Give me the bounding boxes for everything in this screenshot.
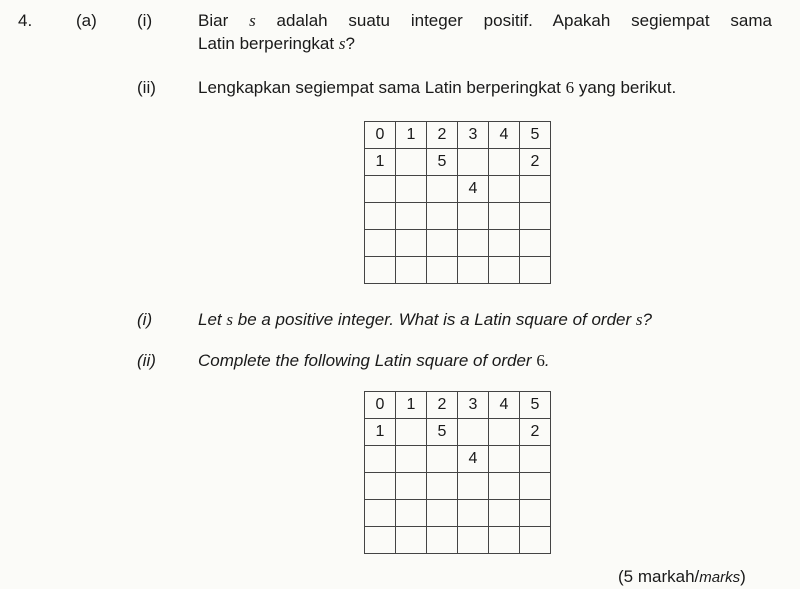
latin-cell[interactable]: [427, 203, 458, 230]
question-part: (a): [76, 11, 97, 30]
latin-cell: 1: [365, 149, 396, 176]
latin-cell[interactable]: [396, 473, 427, 500]
latin-cell[interactable]: [396, 500, 427, 527]
latin-cell[interactable]: [458, 230, 489, 257]
latin-row: [365, 473, 551, 500]
latin-cell[interactable]: [489, 473, 520, 500]
latin-cell: 2: [427, 122, 458, 149]
latin-cell[interactable]: [458, 203, 489, 230]
latin-cell: 4: [489, 122, 520, 149]
latin-cell[interactable]: [396, 176, 427, 203]
latin-cell[interactable]: [365, 446, 396, 473]
ms-ii-text: [198, 77, 676, 99]
latin-cell[interactable]: [489, 500, 520, 527]
latin-cell: 3: [458, 392, 489, 419]
latin-cell[interactable]: [427, 257, 458, 284]
ms-i-label: (i): [137, 11, 153, 30]
latin-cell[interactable]: [396, 446, 427, 473]
latin-cell[interactable]: [520, 257, 551, 284]
ms-i-qmark: ?: [345, 34, 355, 53]
latin-cell[interactable]: [489, 149, 520, 176]
latin-row: [365, 122, 551, 149]
marks-open: (5 markah/: [618, 567, 700, 586]
latin-row: [365, 203, 551, 230]
latin-cell: 5: [520, 122, 551, 149]
latin-cell: 1: [365, 419, 396, 446]
latin-row: [365, 149, 551, 176]
latin-cell[interactable]: [520, 176, 551, 203]
latin-cell[interactable]: [458, 500, 489, 527]
latin-row: [365, 527, 551, 554]
latin-cell[interactable]: [427, 446, 458, 473]
latin-cell[interactable]: [427, 527, 458, 554]
latin-cell[interactable]: [427, 230, 458, 257]
latin-cell[interactable]: [365, 473, 396, 500]
latin-cell[interactable]: [458, 419, 489, 446]
latin-row: [365, 230, 551, 257]
en-i-qmark: ?: [642, 310, 652, 329]
en-i-label: (i): [137, 310, 153, 329]
latin-cell[interactable]: [427, 500, 458, 527]
latin-cell[interactable]: [520, 527, 551, 554]
latin-cell: 5: [427, 419, 458, 446]
latin-cell[interactable]: [427, 176, 458, 203]
latin-cell: 2: [427, 392, 458, 419]
en-ii-text: [198, 350, 550, 372]
latin-row: [365, 500, 551, 527]
latin-cell: 1: [396, 392, 427, 419]
latin-row: [365, 392, 551, 419]
en-ii-text-a: Complete the following Latin square of order: [198, 351, 532, 370]
latin-cell: 0: [365, 392, 396, 419]
latin-row: [365, 257, 551, 284]
ms-ii-text-a: Lengkapkan segiempat sama Latin berperingkat: [198, 78, 561, 97]
question-number: 4.: [18, 11, 33, 30]
latin-cell[interactable]: [520, 500, 551, 527]
latin-cell: 4: [458, 176, 489, 203]
latin-cell: 4: [489, 392, 520, 419]
latin-cell[interactable]: [489, 203, 520, 230]
latin-cell[interactable]: [365, 230, 396, 257]
latin-cell[interactable]: [458, 149, 489, 176]
latin-cell[interactable]: [427, 473, 458, 500]
latin-cell[interactable]: [520, 203, 551, 230]
ms-i-var2: s: [338, 34, 346, 53]
en-i-var2: s: [635, 310, 643, 329]
latin-cell[interactable]: [396, 419, 427, 446]
latin-cell: 4: [458, 446, 489, 473]
latin-row: [365, 176, 551, 203]
ms-i-text-c: Latin berperingkat: [198, 34, 335, 53]
ms-ii-text-b: yang berikut.: [578, 78, 677, 97]
latin-cell: 5: [520, 392, 551, 419]
latin-cell: 2: [520, 149, 551, 176]
en-ii-period: .: [544, 351, 550, 370]
latin-cell[interactable]: [489, 446, 520, 473]
latin-cell[interactable]: [396, 257, 427, 284]
latin-cell[interactable]: [489, 419, 520, 446]
latin-row: [365, 419, 551, 446]
latin-square-ms: [364, 121, 551, 284]
ms-ii-label: (ii): [137, 78, 156, 97]
marks-close: ): [740, 567, 746, 586]
ms-ii-order: 6: [565, 78, 575, 97]
en-ii-order: 6: [536, 351, 545, 370]
latin-cell[interactable]: [489, 176, 520, 203]
en-i-text-a: Let: [198, 310, 222, 329]
latin-cell: 3: [458, 122, 489, 149]
latin-cell[interactable]: [396, 527, 427, 554]
latin-cell[interactable]: [458, 527, 489, 554]
latin-cell[interactable]: [365, 203, 396, 230]
latin-cell[interactable]: [365, 176, 396, 203]
ms-i-text-a: Biar: [198, 11, 229, 30]
latin-cell[interactable]: [489, 527, 520, 554]
latin-cell[interactable]: [396, 230, 427, 257]
latin-cell[interactable]: [396, 149, 427, 176]
en-i-text-b: be a positive integer. What is a Latin square of order: [237, 310, 632, 329]
latin-cell[interactable]: [520, 473, 551, 500]
latin-cell: 5: [427, 149, 458, 176]
marks-word: marks: [699, 569, 741, 586]
ms-i-line2: [198, 33, 355, 55]
latin-cell[interactable]: [458, 473, 489, 500]
ms-i-text-b: adalah suatu integer positif. Apakah segiempat sama: [276, 11, 773, 30]
latin-cell: 2: [520, 419, 551, 446]
ms-i-var: s: [249, 11, 256, 30]
marks-label: [618, 566, 746, 589]
latin-cell[interactable]: [489, 257, 520, 284]
latin-cell[interactable]: [489, 230, 520, 257]
latin-cell[interactable]: [520, 230, 551, 257]
latin-square-en: [364, 391, 551, 554]
latin-cell[interactable]: [365, 257, 396, 284]
latin-cell[interactable]: [396, 203, 427, 230]
latin-cell: 0: [365, 122, 396, 149]
latin-cell[interactable]: [365, 500, 396, 527]
en-i-text: [198, 309, 652, 331]
en-i-var: s: [226, 310, 233, 329]
latin-cell: 1: [396, 122, 427, 149]
latin-cell[interactable]: [520, 446, 551, 473]
latin-row: [365, 446, 551, 473]
latin-cell[interactable]: [458, 257, 489, 284]
latin-cell[interactable]: [365, 527, 396, 554]
en-ii-label: (ii): [137, 351, 156, 370]
ms-i-line1: [198, 10, 772, 32]
